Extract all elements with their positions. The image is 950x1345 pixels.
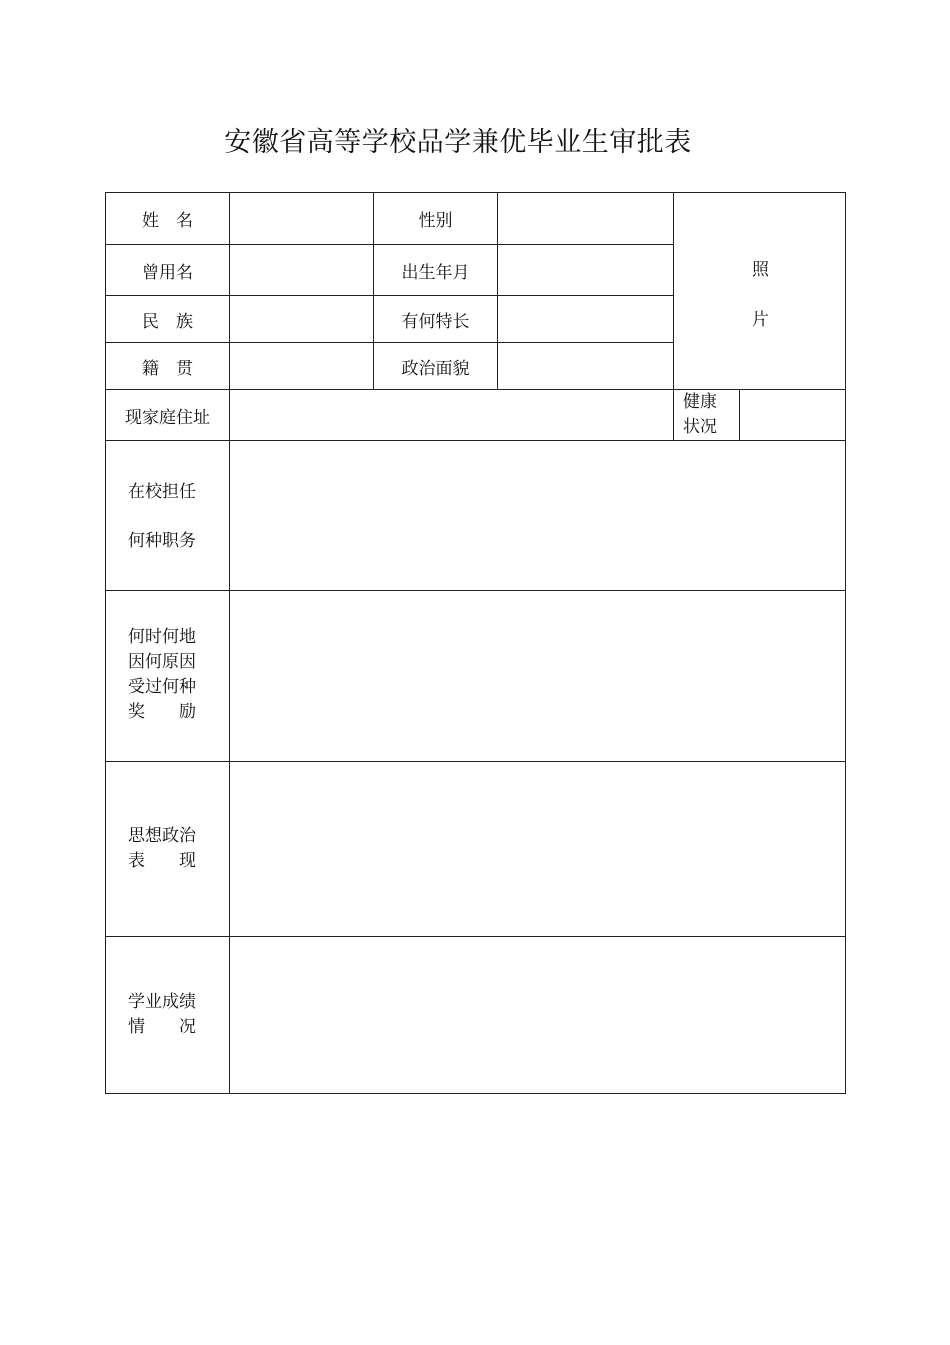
academics-label-line-1: 学业成绩 [128, 992, 196, 1012]
ideology-label-line-2: 表 现 [128, 851, 196, 871]
native-place-field[interactable] [229, 342, 374, 390]
political-status-label-cell [373, 342, 498, 390]
gender-label: 性别 [418, 211, 453, 231]
health-label-cell [673, 389, 740, 441]
birth-label: 出生年月 [401, 262, 470, 283]
name-label-cell [105, 192, 230, 245]
address-field[interactable] [229, 389, 674, 441]
ideology-field[interactable] [229, 761, 846, 937]
health-label-2: 状况 [683, 417, 717, 437]
native-place-label: 籍 贯 [142, 358, 193, 379]
birth-label-cell [373, 244, 498, 296]
birth-field[interactable] [497, 244, 674, 296]
awards-label-cell [105, 590, 230, 762]
specialty-field[interactable] [497, 295, 674, 343]
academics-field[interactable] [229, 936, 846, 1094]
health-label-1: 健康 [683, 392, 717, 412]
awards-label-line-1: 何时何地 [128, 627, 196, 647]
specialty-label-cell [373, 295, 498, 343]
photo-box[interactable] [673, 192, 846, 390]
photo-label-2: 片 [752, 310, 769, 330]
academics-label-line-2: 情 况 [128, 1017, 196, 1037]
address-label: 现家庭住址 [125, 407, 210, 428]
former-name-label: 曾用名 [142, 262, 193, 283]
name-field[interactable] [229, 192, 374, 245]
awards-field[interactable] [229, 590, 846, 762]
academics-label-cell [105, 936, 230, 1094]
political-status-field[interactable] [497, 342, 674, 390]
awards-label-line-2: 因何原因 [128, 652, 196, 672]
health-field[interactable] [739, 389, 846, 441]
positions-label-cell [105, 440, 230, 591]
photo-label-1: 照 [752, 260, 769, 280]
native-place-label-cell [105, 342, 230, 390]
positions-label-line-1: 在校担任 [128, 482, 196, 502]
name-label: 姓 名 [142, 211, 193, 231]
page-title: 安徽省高等学校品学兼优毕业生审批表 [224, 127, 692, 158]
ethnicity-label-cell [105, 295, 230, 343]
positions-label-line-2: 何种职务 [128, 531, 196, 551]
ideology-label-line-1: 思想政治 [128, 826, 196, 846]
gender-label-cell [373, 192, 498, 245]
ideology-label-cell [105, 761, 230, 937]
ethnicity-label: 民 族 [142, 311, 193, 332]
awards-label-line-4: 奖 励 [128, 702, 196, 722]
ethnicity-field[interactable] [229, 295, 374, 343]
political-status-label: 政治面貌 [401, 358, 470, 379]
former-name-label-cell [105, 244, 230, 296]
specialty-label: 有何特长 [401, 311, 470, 332]
address-label-cell [105, 389, 230, 441]
awards-label-line-3: 受过何种 [128, 677, 196, 697]
former-name-field[interactable] [229, 244, 374, 296]
positions-field[interactable] [229, 440, 846, 591]
gender-field[interactable] [497, 192, 674, 245]
